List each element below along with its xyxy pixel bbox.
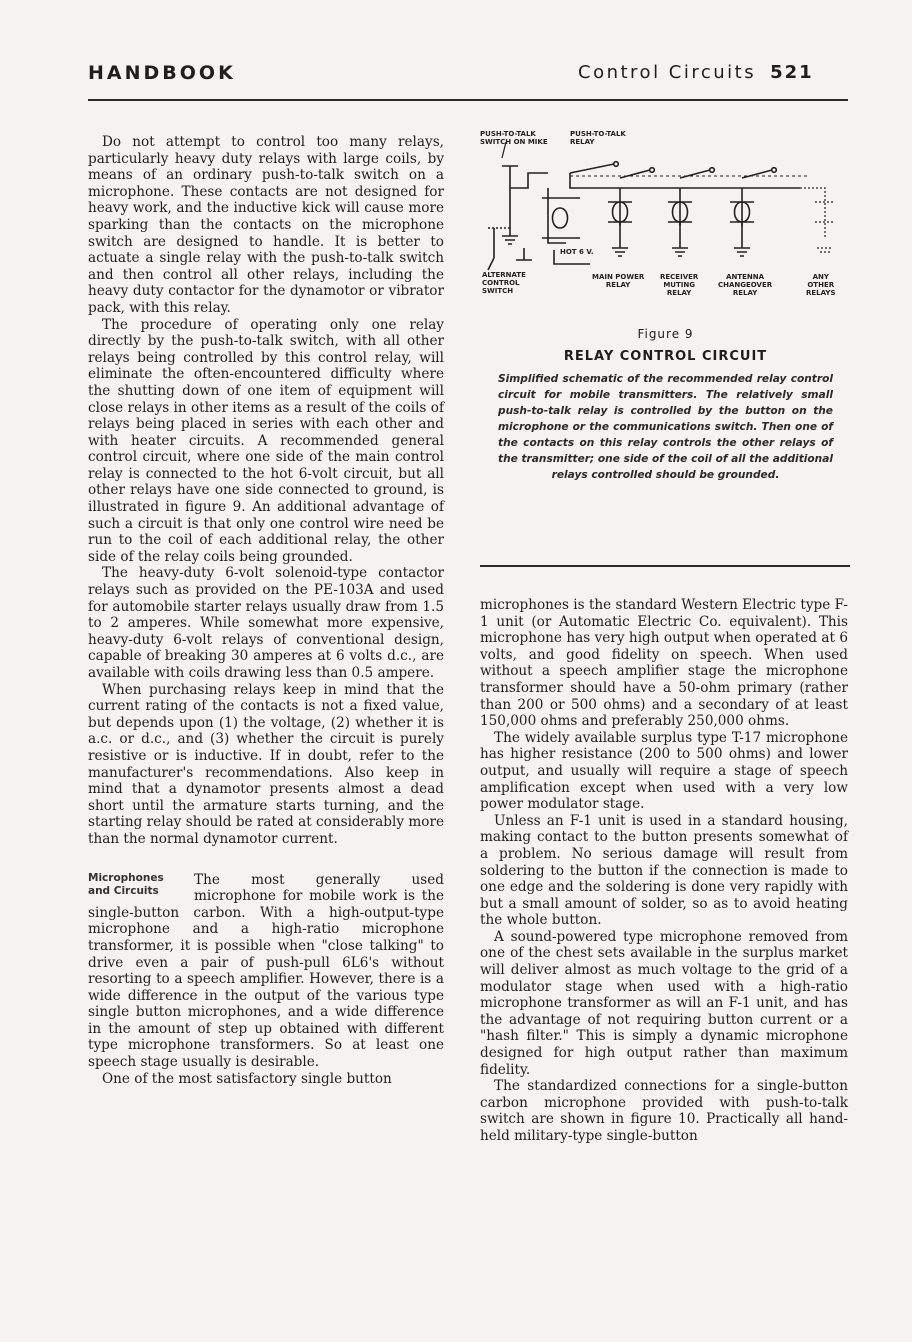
figure-rule [480,565,850,567]
figure-number: Figure 9 [637,327,694,341]
label-other-relays: ANY OTHER RELAYS [806,273,836,297]
section-title: Control Circuits [578,62,757,83]
header-rule [88,99,848,101]
running-head-section [578,62,814,83]
paragraph: The standardized connections for a single-button carbon microphone provided with push-to-talk switch are shown in figure 10. Practically all hand-held military-type single-button [480,1078,848,1144]
paragraph: When purchasing relays keep in mind that the current rating of the contacts is not a fixed value, but depends upon (1) the voltage, (2) whether it is a.c. or d.c., and (3) whether the circuit is purely resistive or is inductive. If in doubt, refer to the manufacturer's recommendations. Also keep in mind that a dynamotor presents almost a dead short until the armature starts turning, and the starting relay should be rated at considerably more than the normal dynamotor current. [88,681,444,847]
side-heading: Microphones and Circuits [88,871,164,897]
paragraph: microphones is the standard Western Electric type F-1 unit (or Automatic Electric Co. equivalent). This microphone has very high output when operated at 6 volts, and good fidelity on speech. When used without a speech amplifier stage the microphone transformer should have a 50-ohm primary (rather than 200 or 500 ohms) and a secondary of at least 150,000 ohms and preferably 250,000 ohms. [480,597,848,730]
running-head-title: HANDBOOK [88,62,236,84]
figure-description: Simplified schematic of the recommended relay control circuit for mobile transmitters. The relatively small push-to-talk relay is controlled by the button on the microphone or the communications switch. Then one of the contacts on this relay controls the other relays of the transmitter; one side of the coil of all the additional relays controlled should be grounded. [498,373,833,481]
label-ptt-relay: PUSH-TO-TALK RELAY [570,130,626,146]
right-column [480,597,848,1145]
paragraph: The heavy-duty 6-volt solenoid-type contactor relays such as provided on the PE-103A and used for automobile starter relays usually draw from 1.5 to 2 amperes. While somewhat more expensive, heavy-duty 6-volt relays of conventional design, capable of breaking 30 amperes at 6 volts d.c., are available with coils drawing less than 0.5 ampere. [88,565,444,681]
paragraph: The widely available surplus type T-17 microphone has higher resistance (200 to 500 ohms) and lower output, and usually will require a stage of speech amplification except when used with a very low power modulator stage. [480,729,848,813]
figure-title: RELAY CONTROL CIRCUIT [563,349,768,364]
microphones-paragraph: Microphones and Circuits The most generally used microphone for mobile work is the single-button carbon. With a high-output-type microphone and a high-ratio microphone transformer, it is possible when "close talking" to drive even a pair of push-pull 6L6's without resorting to a speech amplifier. However, there is a wide difference in the output of the various type single button microphones, and a wide difference in the amount of step up obtained with different type microphone transformers. So at least one speech stage usually is desirable. [88,871,444,1071]
paragraph: One of the most satisfactory single button [102,1070,392,1087]
paragraph: The procedure of operating only one relay directly by the push-to-talk switch, with all other relays being controlled by this control relay, will eliminate the often-encountered difficulty where the shutting down of one item of equipment will close relays in other items as a result of the coils of relays being placed in series with each other and with heater circuits. A recommended general control circuit, where one side of the main control relay is connected to the hot 6-volt circuit, but all other relays have one side connected to ground, is illustrated in figure 9. An additional advantage of such a circuit is that only one control wire need be run to the coil of each additional relay, the other side of the relay coils being grounded. [88,316,444,565]
paragraph: Do not attempt to control too many relays, particularly heavy duty relays with large coils, by means of an ordinary push-to-talk switch on a microphone. These contacts are not designed for heavy work, and the inductive kick will cause more sparking than the contacts on the microphone switch are designed to handle. It is better to actuate a single relay with the push-to-talk switch and then control all other relays, including the heavy duty contactor for the dynamotor or vibrator pack, with this relay. [88,134,444,316]
page-number: 521 [770,62,814,83]
figure-caption [498,327,833,483]
label-antenna-changeover: ANTENNA CHANGEOVER RELAY [718,273,773,297]
left-column [88,134,444,1087]
paragraph: A sound-powered type microphone removed from one of the chest sets available in the surplus market will deliver almost as much voltage to the grid of a modulator stage when used with a high-ratio microphone transformer as will an F-1 unit, and has the advantage of not requiring button current or a "hash filter." This is simply a dynamic microphone designed for high output rather than maximum fidelity. [480,928,848,1078]
label-main-power: MAIN POWER RELAY [592,273,645,289]
paragraph: Unless an F-1 unit is used in a standard housing, making contact to the button presents somewhat of a problem. No serious damage will result from soldering to the button if the connection is made to one edge and the soldering is done very rapidly with but a small amount of solder, so as to avoid heating the whole button. [480,812,848,929]
label-receiver-muting: RECEIVER MUTING RELAY [660,273,699,297]
label-ptt-switch: PUSH-TO-TALK SWITCH ON MIKE [480,130,548,146]
label-hot-6v: HOT 6 V. [560,248,594,256]
label-alternate-switch: ALTERNATE CONTROL SWITCH [482,271,526,295]
relay-circuit-figure [480,118,850,318]
